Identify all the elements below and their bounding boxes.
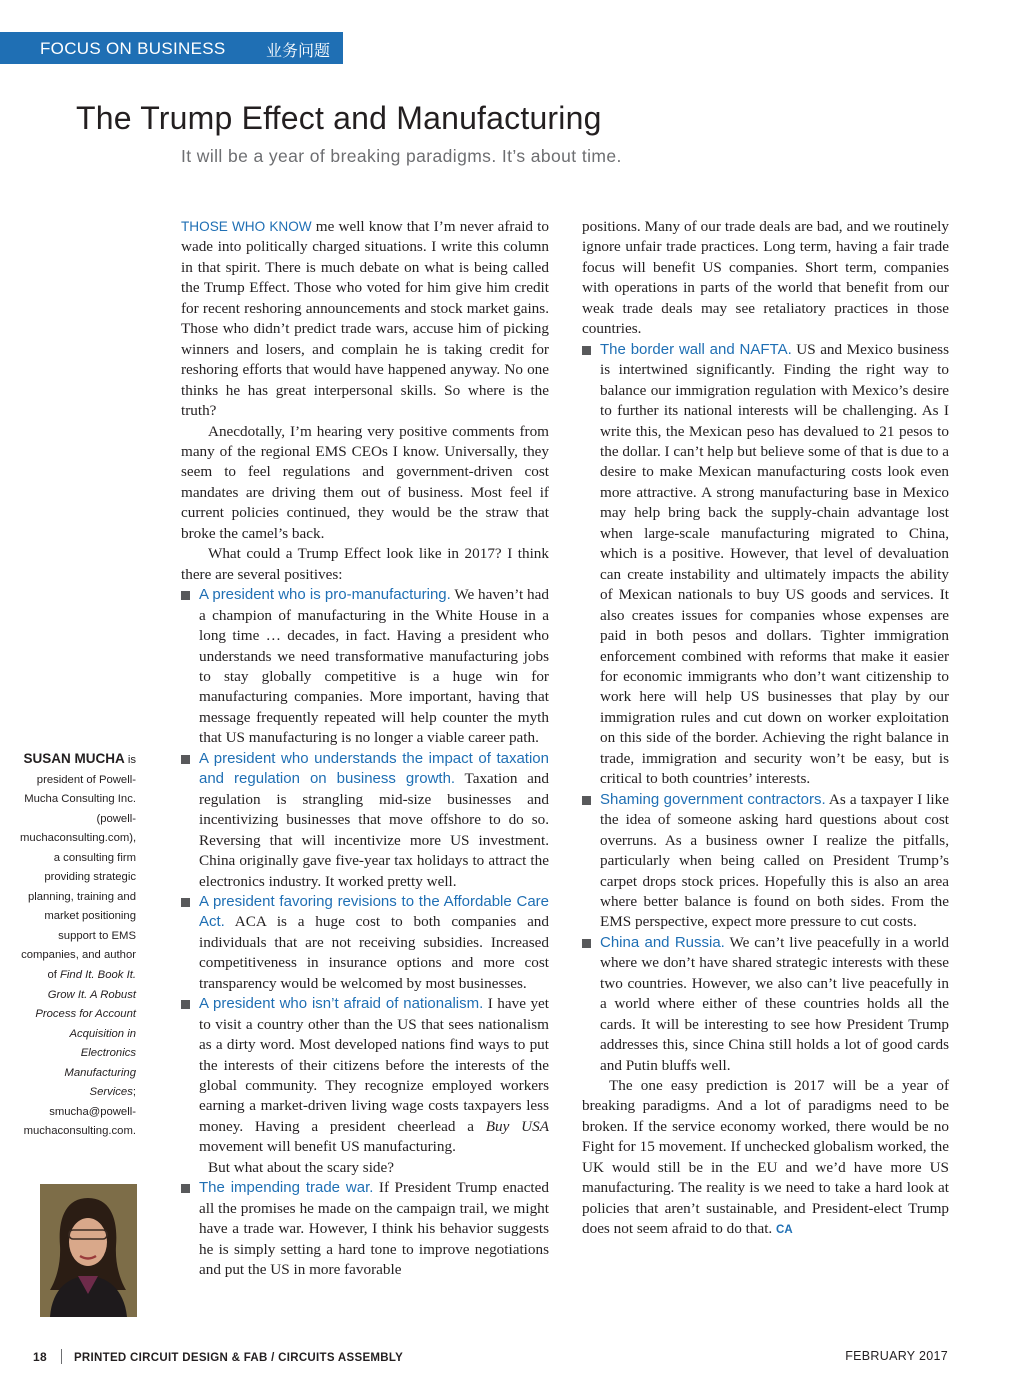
issue-date: FEBRUARY 2017: [845, 1349, 948, 1363]
bullet-heading: A president who isn’t afraid of nationalism.: [199, 995, 484, 1013]
bullet-heading: A president who is pro-manufacturing.: [199, 586, 451, 604]
article-column-2: [582, 217, 949, 1241]
bullet-item: The border wall and NAFTA. US and Mexico business is intertwined significantly. Finding the right way to balance our immigration regulation with Mexico’s desire to further its national interests will be challenging. As I write this, the Mexican peso has devalued to 21 pesos to the dollar. I can’t help but believe some of that is due to a desire to make Mexican manufacturing costs look even more attractive. A strong manufacturing base in Mexico may help bring back the supply-chain advantage lost when large-scale manufacturing migrated to China, which is a positive. However, that level of devaluation can create instability and ultimately impacts the ability of Mexican nationals to buy US goods and services. It also creates issues for companies whose expenses are paid in both pesos and dollars. Tighter immigration enforcement combined with reforms that make it easier for economic immigrants who don’t want citizenship to work here will help US businesses that play by our immigration rules and cut down on worker exploitation on this side of the border. Achieving the right balance in trade, immigration and security won’t be easy, but is critical to both countries’ interests.: [582, 340, 949, 790]
bullet-item: A president who is pro-manufacturing. We haven’t had a champion of manufacturing in the White House in a long time … decades, in fact. Having a president who understands we need transformative manufacturing jobs to stay globally competitive is a huge win for manufacturing companies. More important, having that message frequently repeated will help counter the myth that US manufacturing is no longer a viable career path.: [181, 585, 549, 749]
article-subtitle: It will be a year of breaking paradigms. It’s about time.: [181, 146, 622, 166]
author-portrait-icon: [40, 1184, 137, 1317]
bullet-item: A president favoring revisions to the Affordable Care Act. ACA is a huge cost to both companies and individuals that are not receiving subsidies. Increased competitiveness in insurance options and more cost transparency would be welcomed by most businesses.: [181, 892, 549, 994]
bullet-item: Shaming government contractors. As a taxpayer I like the idea of someone asking hard questions about cost overruns. As a business owner I realize the pitfalls, particularly when being called on President Trump’s carpet drops stock prices. Hopefully this is also an area where better balance is found on both sides. From the EMS perspective, expect more pressure to cut costs.: [582, 790, 949, 933]
bullet-heading: A president who understands the impact of taxation and regulation on business growth.: [199, 749, 549, 788]
paragraph: positions. Many of our trade deals are bad, and we routinely ignore unfair trade practices. Long term, having a fair trade focus will benefit US companies. Short term, companies with operations in parts of the world that benefit from our weak trade deals may see retaliatory practices in those countries.: [582, 218, 949, 338]
bullet-item: The impending trade war. If President Trump enacted all the promises he made on the campaign trail, we might have a trade war. However, I think his behavior suggests he is simply setting a hard tone to improve negotiations and put the US in more favorable: [181, 1178, 549, 1280]
article-title: The Trump Effect and Manufacturing: [76, 100, 602, 136]
page-number: 18: [33, 1350, 47, 1364]
section-label-chinese: 业务问题: [266, 41, 331, 60]
page-footer: [33, 1349, 403, 1364]
paragraph: The one easy prediction is 2017 will be a year of breaking paradigms. And a lot of paradigms need to be broken. If the service economy worked, there would be no Fight for 15 movement. If unchecked globalism worked, the UK would still be in the EU and we’d have more US manufacturing. The reality is we need to take a hard look at policies that aren’t sustainable, and President-elect Trump does not seem afraid to do that. CA: [582, 1077, 949, 1238]
paragraph: What could a Trump Effect look like in 2017? I think there are several positives:: [181, 545, 549, 583]
bullet-heading: Shaming government contractors.: [600, 790, 826, 808]
article-column-1: [181, 217, 549, 1281]
section-header: [0, 32, 343, 64]
magazine-name: PRINTED CIRCUIT DESIGN & FAB / CIRCUITS ASSEMBLY: [73, 1352, 404, 1364]
bullet-item: A president who understands the impact of taxation and regulation on business growth. Taxation and regulation is strangling mid-size businesses and incentivizing businesses that move offshore to do so. Reversing that will incentivize more US investment. China originally gave five-year tax holidays to attract the electronics industry. It worked pretty well.: [181, 749, 549, 892]
author-name: SUSAN MUCHA: [23, 751, 125, 766]
bullet-heading: The impending trade war.: [199, 1179, 374, 1197]
bullet-item: A president who isn’t afraid of nationalism. I have yet to visit a country other than the US that sees nationalism as a dirty word. Most developed nations find ways to put the interests of their citizens before the interests of the global community. They recognize employed workers earning a market-driven living wage costs taxpayers less money. Having a president cheerlead a Buy USA movement will benefit US manufacturing.: [181, 994, 549, 1158]
paragraph: Anecdotally, I’m hearing very positive comments from many of the regional EMS CEOs I know. Universally, they seem to feel regulations and government-driven cost mandates are driving them out of business. Most feel if current policies continued, they would be the straw that broke the camel’s back.: [181, 422, 549, 542]
divider: [61, 1349, 62, 1364]
section-label: FOCUS ON BUSINESS: [40, 39, 226, 58]
end-sign: CA: [776, 1224, 793, 1237]
bullet-heading: The border wall and NAFTA.: [600, 340, 792, 358]
bullet-heading: China and Russia.: [600, 933, 725, 951]
author-bio: SUSAN MUCHA is president of Powell-Mucha Consulting Inc. (powell-muchaconsulting.com), a consulting firm providing strategic planning, training and market positioning support to EMS companies, and author of Find It. Book It. Grow It. A Robust Process for Account Acquisition in Electronics Manufacturing Services; smucha@powell-muchaconsulting.com.: [20, 751, 137, 1138]
paragraph: THOSE WHO KNOW me well know that I’m never afraid to wade into politically charged situations. I write this column in that spirit. There is much debate on what is being called the Trump Effect. Those who voted for him give him credit for recent reshoring announcements and stock market gains. Those who didn’t predict trade wars, accuse him of picking winners and losers, and complain he is taking credit for reshoring efforts that would have happened anyway. No one thinks he has great interpersonal skills. So where is the truth?: [181, 218, 549, 420]
bullet-heading: A president favoring revisions to the Affordable Care Act.: [199, 892, 549, 931]
book-title: Find It. Book It. Grow It. A Robust Process for Account Acquisition in Electronics Manufacturing Services: [35, 969, 136, 1099]
paragraph: But what about the scary side?: [208, 1158, 394, 1176]
lead-in: THOSE WHO KNOW: [181, 219, 312, 234]
bullet-item: China and Russia. We can’t live peacefully in a world where we don’t have shared strategic interests with these two countries. However, we also can’t live peacefully in a world where either of these countries holds all the cards. It will be interesting to see how President Trump addresses this, since China still holds a lot of good cards and Putin bluffs well.: [582, 933, 949, 1076]
author-photo: [40, 1184, 137, 1317]
